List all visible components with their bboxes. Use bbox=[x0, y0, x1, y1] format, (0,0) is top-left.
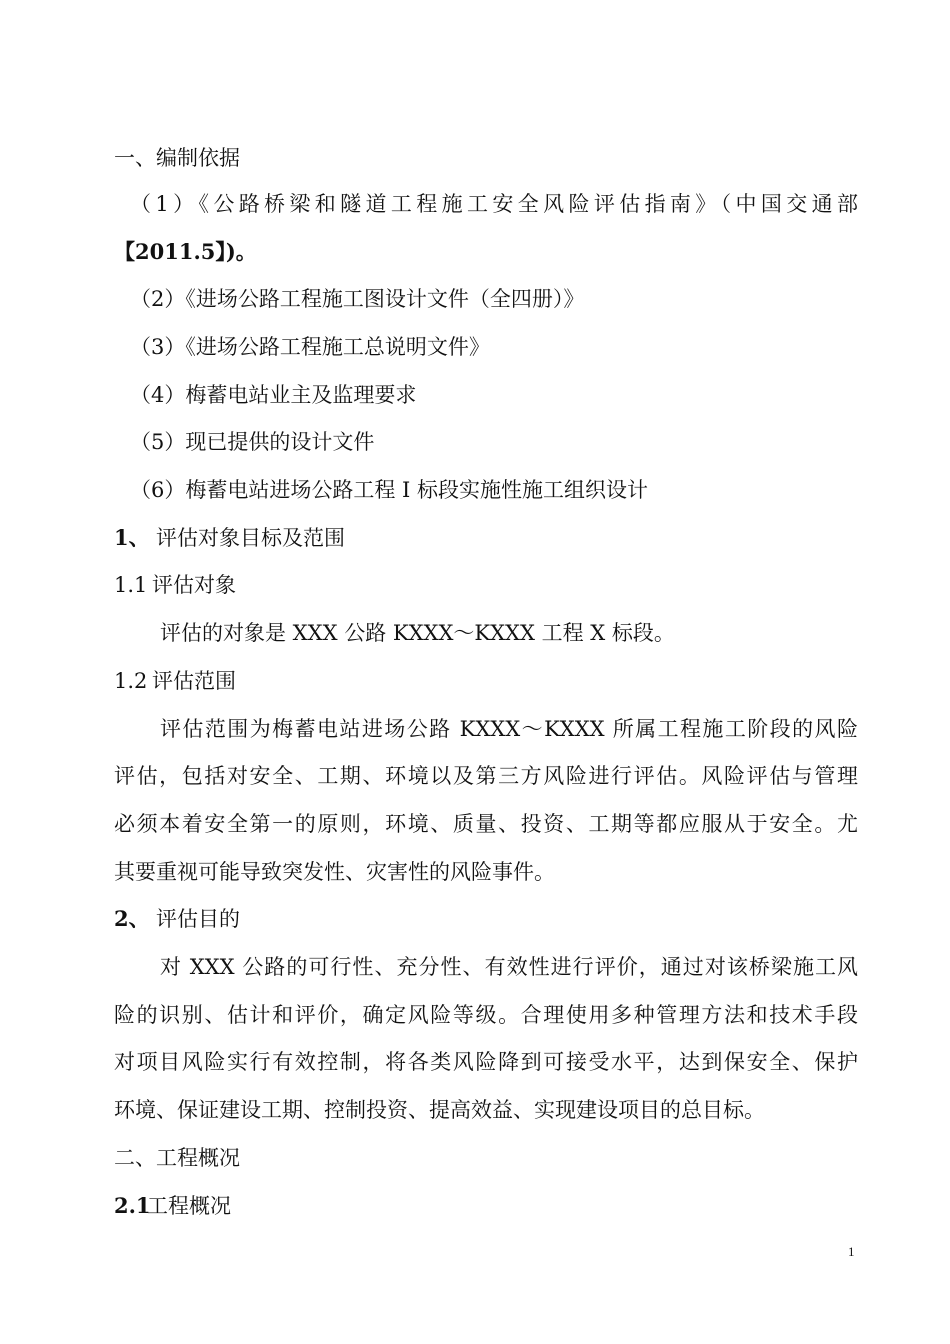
heading-1-2 bbox=[114, 666, 858, 696]
heading-1-1 bbox=[114, 570, 858, 600]
heading-1-2-number: 1.2 bbox=[114, 669, 148, 693]
paragraph-purpose-line-4: 环境、保证建设工期、控制投资、提高效益、实现建设项目的总目标。 bbox=[114, 1098, 765, 1122]
page-number: 1 bbox=[848, 1244, 855, 1259]
heading-1-2-title: 评估范围 bbox=[152, 669, 236, 693]
heading-2 bbox=[114, 904, 858, 934]
reference-item-2: （2）《进场公路工程施工图设计文件（全四册）》 bbox=[130, 287, 585, 311]
paragraph-assessment-object: 评估的对象是 XXX 公路 KXXX～KXXX 工程 X 标段。 bbox=[160, 621, 675, 645]
reference-item-3: （3）《进场公路工程施工总说明文件》 bbox=[130, 335, 490, 359]
paragraph-scope-line-4: 其要重视可能导致突发性、灾害性的风险事件。 bbox=[114, 860, 555, 884]
heading-2-1 bbox=[114, 1191, 858, 1221]
paragraph-purpose-line-2: 险的识别、估计和评价，确定风险等级。合理使用多种管理方法和技术手段 bbox=[114, 1003, 858, 1027]
reference-item-6: （6）梅蓄电站进场公路工程 I 标段实施性施工组织设计 bbox=[130, 478, 649, 502]
heading-2-title: 评估目的 bbox=[156, 907, 240, 931]
paragraph-scope-line-2: 评估，包括对安全、工期、环境以及第三方风险进行评估。风险评估与管理 bbox=[114, 764, 858, 788]
section-heading-basis: 一、编制依据 bbox=[114, 146, 240, 170]
reference-item-4: （4）梅蓄电站业主及监理要求 bbox=[130, 383, 417, 407]
heading-1-1-title: 评估对象 bbox=[152, 573, 236, 597]
paragraph-purpose-line-3: 对项目风险实行有效控制，将各类风险降到可接受水平，达到保安全、保护 bbox=[114, 1050, 858, 1074]
section-heading-overview: 二、工程概况 bbox=[114, 1146, 240, 1170]
reference-item-5: （5）现已提供的设计文件 bbox=[130, 430, 375, 454]
reference-item-1: （1）《公路桥梁和隧道工程施工安全风险评估指南》（中国交通部 bbox=[130, 192, 858, 216]
paragraph-scope-line-3: 必须本着安全第一的原则，环境、质量、投资、工期等都应服从于安全。尤 bbox=[114, 812, 858, 836]
heading-1-1-number: 1.1 bbox=[114, 573, 148, 597]
paragraph-purpose-line-1: 对 XXX 公路的可行性、充分性、有效性进行评价，通过对该桥梁施工风 bbox=[160, 955, 858, 979]
heading-1 bbox=[114, 523, 858, 553]
heading-2-1-number: 2.1 bbox=[114, 1193, 151, 1218]
heading-2-number: 2、 bbox=[114, 906, 150, 931]
heading-2-1-title: 工程概况 bbox=[147, 1194, 231, 1218]
heading-1-title: 评估对象目标及范围 bbox=[156, 526, 345, 550]
paragraph-scope-line-1: 评估范围为梅蓄电站进场公路 KXXX～KXXX 所属工程施工阶段的风险 bbox=[160, 717, 858, 741]
heading-1-number: 1、 bbox=[114, 525, 150, 550]
reference-item-1-continued: 【2011.5】)。 bbox=[114, 239, 257, 264]
